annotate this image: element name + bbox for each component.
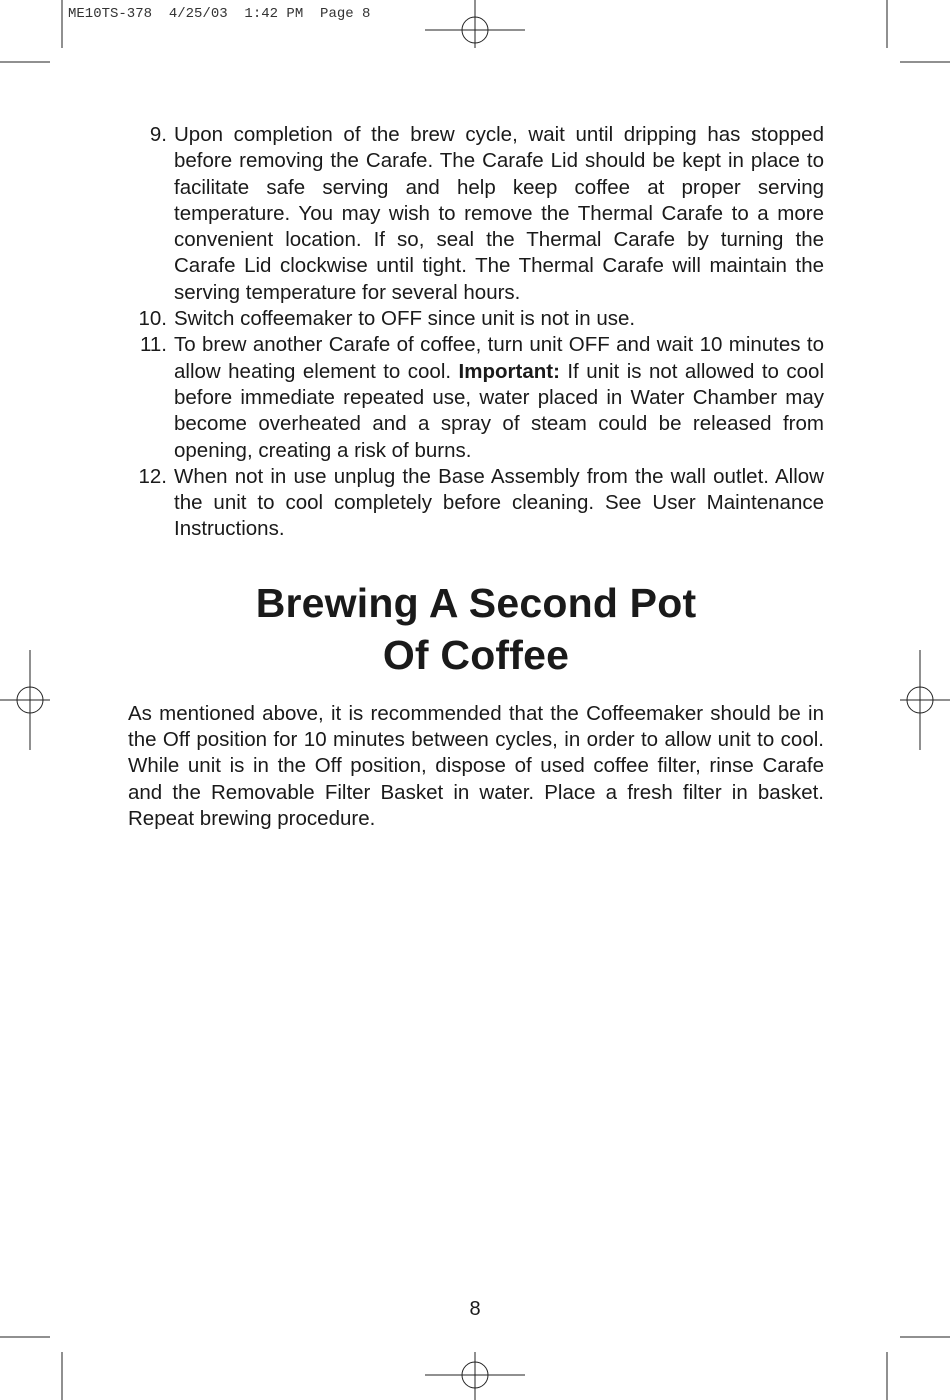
body-paragraph: As mentioned above, it is recommended that the Coffeemaker should be in the Off position for 10 minutes between cycles, in order to allow unit to cool. While unit is in the Off position, dispose of used coffee filter, rinse Carafe and the Removable Filter Basket in water. Place a fresh filter in basket. Repeat brewing procedure.: [128, 701, 824, 830]
step-number: 10.: [138, 307, 167, 331]
step-10: [128, 306, 824, 332]
important-label: Important:: [458, 359, 560, 383]
heading-line-1: Brewing A Second Pot: [255, 579, 697, 626]
step-text-after: If unit is not allowed to cool before immediate repeated use, water placed in Water Chamber may become overheated and a spray of steam could be released from opening, creating a risk of burns.: [174, 359, 824, 462]
step-text: When not in use unplug the Base Assembly from the wall outlet. Allow the unit to cool completely before cleaning. See User Maintenance Instructions.: [174, 464, 824, 541]
step-12: [128, 464, 824, 543]
page-number: 8: [469, 1298, 481, 1320]
page-content: [128, 122, 824, 832]
step-text-before: To brew another Carafe of coffee, turn unit OFF and wait 10 minutes to allow heating element to cool.: [174, 333, 824, 383]
step-number: 11.: [140, 333, 167, 357]
step-text: Upon completion of the brew cycle, wait until dripping has stopped before removing the Carafe. The Carafe Lid should be kept in place to facilitate safe serving and help keep coffee at proper serving temperature. You may wish to remove the Thermal Carafe to a more convenient location. If so, seal the Thermal Carafe by turning the Carafe Lid clockwise until tight. The Thermal Carafe will maintain the serving temperature for several hours.: [174, 123, 824, 304]
instruction-steps: [128, 122, 824, 543]
section-heading: [128, 577, 824, 681]
step-11: [128, 332, 824, 463]
step-number: 9.: [149, 123, 167, 146]
step-number: 12.: [138, 464, 167, 488]
step-text: Switch coffeemaker to OFF since unit is not in use.: [174, 307, 636, 331]
print-slug: ME10TS-378 4/25/03 1:42 PM Page 8: [68, 6, 371, 22]
heading-line-2: Of Coffee: [382, 631, 570, 678]
step-9: [128, 122, 824, 306]
